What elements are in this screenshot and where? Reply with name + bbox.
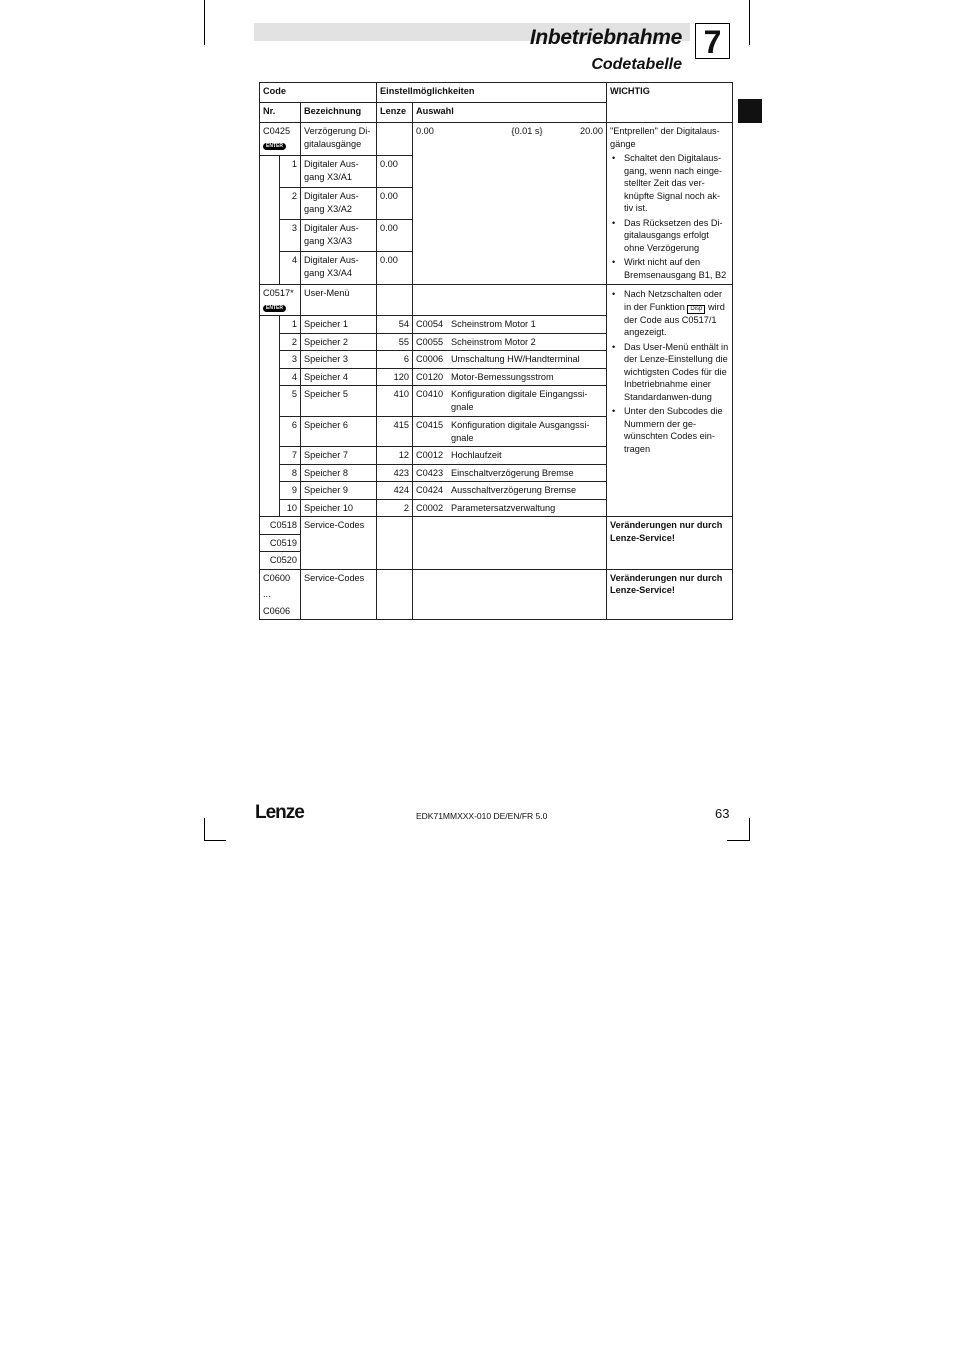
header-einstellmoeglichkeiten: Einstellmöglichkeiten (377, 83, 607, 103)
code-c0600: C0600 (263, 572, 291, 583)
c0517-bezeichnung: User-Menü (301, 285, 377, 316)
range-min: 0.00 (416, 126, 434, 136)
c0425-auswahl (413, 123, 607, 285)
sel-code: C0006 (416, 354, 444, 364)
c0425-note-intro: "Entprellen" der Digitalaus-gänge (610, 126, 720, 149)
header-wichtig: WICHTIG (607, 83, 733, 123)
crop-mark (749, 818, 750, 840)
sub-lenze: 0.00 (377, 188, 413, 220)
sub-bezeichnung: Speicher 2 (301, 333, 377, 351)
sel-code: C0012 (416, 450, 444, 460)
disp-key-icon: Disp (687, 305, 705, 314)
header-code: Code (260, 83, 377, 103)
sub-bezeichnung: Speicher 10 (301, 499, 377, 517)
sub-bezeichnung: Speicher 7 (301, 447, 377, 465)
c0600-auswahl (413, 569, 607, 620)
sub-lenze: 424 (377, 482, 413, 500)
sub-auswahl (413, 417, 607, 447)
sub-lenze: 120 (377, 368, 413, 386)
sel-code: C0410 (416, 389, 444, 399)
page-subtitle: Codetabelle (591, 56, 682, 73)
list-item: • Das Rücksetzen des Di-gitalausgangs erfolgt ohne Verzögerung (610, 217, 729, 255)
sub-nr: 8 (280, 464, 301, 482)
note-text: Nach Netzschalten oder in der Funktion (624, 289, 723, 312)
code-c0425-cell (260, 123, 301, 156)
crop-mark (204, 840, 226, 841)
sel-text: Konfiguration digitale Ausgangssi-gnale (451, 420, 590, 443)
crop-mark (727, 840, 750, 841)
code-c0517-cell (260, 285, 301, 316)
sel-text: Umschaltung HW/Handterminal (451, 354, 580, 364)
sel-text: Scheinstrom Motor 1 (451, 319, 536, 329)
code-c0517: C0517* (263, 288, 294, 298)
sub-auswahl (413, 351, 607, 369)
sub-nr: 2 (280, 188, 301, 220)
c0425-range (416, 125, 603, 138)
list-item: • Das User-Menü enthält in der Lenze-Einstellung die wichtigsten Codes für die Inbetriebnahme einer Standardanwen-dung (610, 341, 729, 404)
sub-nr: 1 (280, 316, 301, 334)
sub-lenze: 6 (377, 351, 413, 369)
page-number: 63 (715, 806, 730, 821)
c0600-wichtig: Veränderungen nur durch Lenze-Service! (607, 569, 733, 620)
sub-nr: 2 (280, 333, 301, 351)
sel-text: Parametersatzverwaltung (451, 502, 556, 513)
list-item: • Wirkt nicht auf den Bremsenausgang B1, B2 (610, 256, 729, 281)
sub-nr: 3 (280, 351, 301, 369)
note-text: wird der Code aus C0517/1 angezeigt. (624, 301, 725, 337)
sub-nr: 4 (280, 252, 301, 285)
sub-bezeichnung: Digitaler Aus-gang X3/A4 (301, 252, 377, 285)
code-c0518: C0518 (260, 517, 301, 535)
crop-mark (204, 818, 205, 840)
sel-text: Konfiguration digitale Eingangssi-gnale (451, 389, 588, 412)
sel-code: C0054 (416, 319, 444, 329)
sub-bezeichnung: Speicher 5 (301, 386, 377, 417)
code-c0520: C0520 (260, 552, 301, 570)
sel-text: Einschaltverzögerung Bremse (451, 467, 574, 478)
sub-lenze: 0.00 (377, 220, 413, 252)
list-item: • Schaltet den Digitalaus-gang, wenn nach einge-stellter Zeit das ver-knüpfte Signal noch ak-tiv ist. (610, 152, 729, 215)
header-lenze: Lenze (377, 103, 413, 123)
lenze-logo: Lenze (255, 802, 304, 823)
code-c0425: C0425 (263, 126, 291, 136)
sub-bezeichnung: Speicher 8 (301, 464, 377, 482)
code-c0519: C0519 (260, 534, 301, 552)
crop-mark (204, 0, 205, 45)
sub-bezeichnung: Digitaler Aus-gang X3/A3 (301, 220, 377, 252)
c0518-bezeichnung: Service-Codes (301, 517, 377, 570)
c0518-wichtig: Veränderungen nur durch Lenze-Service! (607, 517, 733, 570)
sub-lenze: 423 (377, 464, 413, 482)
page-title: Inbetriebnahme (529, 26, 682, 49)
sub-auswahl (413, 499, 607, 517)
c0425-bezeichnung: Verzögerung Di-gitalausgänge (301, 123, 377, 156)
c0425-lenze (377, 123, 413, 156)
sel-text: Ausschaltverzögerung Bremse (451, 485, 577, 495)
header-bezeichnung: Bezeichnung (301, 103, 377, 123)
sub-lenze: 410 (377, 386, 413, 417)
code-c0606: C0606 (263, 605, 291, 616)
sub-auswahl (413, 386, 607, 417)
c0425-wichtig (607, 123, 733, 285)
c0518-lenze (377, 517, 413, 570)
sub-auswahl (413, 368, 607, 386)
c0518-auswahl (413, 517, 607, 570)
sub-bezeichnung: Speicher 1 (301, 316, 377, 334)
list-item: • Unter den Subcodes die Nummern der ge-wünschten Codes ein-tragen (610, 405, 729, 455)
sub-nr: 7 (280, 447, 301, 465)
sub-bezeichnung: Speicher 9 (301, 482, 377, 500)
sub-nr: 5 (280, 386, 301, 417)
sub-lenze: 54 (377, 316, 413, 334)
code-c0600-range (260, 569, 301, 620)
indent-spacer (260, 156, 280, 285)
sel-code: C0055 (416, 336, 444, 347)
sub-bezeichnung: Digitaler Aus-gang X3/A1 (301, 156, 377, 188)
sub-nr: 10 (280, 499, 301, 517)
sub-nr: 1 (280, 156, 301, 188)
indent-spacer (260, 316, 280, 517)
document-id: EDK71MMXXX-010 DE/EN/FR 5.0 (416, 811, 548, 821)
sub-nr: 6 (280, 417, 301, 447)
sel-code: C0002 (416, 502, 444, 513)
sel-code: C0424 (416, 485, 444, 495)
sub-auswahl (413, 482, 607, 500)
enter-key-icon: ENTER (263, 143, 286, 150)
sub-lenze: 55 (377, 333, 413, 351)
crop-mark (749, 0, 750, 45)
sel-code: C0415 (416, 420, 444, 430)
sub-nr: 4 (280, 368, 301, 386)
sel-text: Scheinstrom Motor 2 (451, 336, 536, 347)
c0517-wichtig (607, 285, 733, 517)
header-auswahl: Auswahl (413, 103, 607, 123)
range-dots: ... (263, 589, 271, 599)
range-max: 20.00 (580, 126, 604, 136)
c0517-lenze (377, 285, 413, 316)
range-step: {0.01 s} (511, 126, 543, 136)
sub-bezeichnung: Digitaler Aus-gang X3/A2 (301, 188, 377, 220)
sub-bezeichnung: Speicher 6 (301, 417, 377, 447)
sub-lenze: 415 (377, 417, 413, 447)
chapter-number: 7 (695, 23, 730, 59)
sub-lenze: 0.00 (377, 252, 413, 285)
c0600-bezeichnung: Service-Codes (301, 569, 377, 620)
sel-code: C0120 (416, 371, 444, 382)
sub-bezeichnung: Speicher 4 (301, 368, 377, 386)
sub-nr: 9 (280, 482, 301, 500)
code-table (259, 82, 733, 620)
enter-key-icon: ENTER (263, 305, 286, 312)
sel-text: Hochlaufzeit (451, 450, 502, 460)
sel-text: Motor-Bemessungsstrom (451, 371, 554, 382)
c0517-notes (610, 288, 729, 455)
chapter-tab-marker (738, 99, 762, 123)
sub-auswahl (413, 447, 607, 465)
sub-auswahl (413, 333, 607, 351)
c0425-notes (610, 152, 729, 281)
sub-lenze: 12 (377, 447, 413, 465)
sub-lenze: 2 (377, 499, 413, 517)
sub-auswahl (413, 464, 607, 482)
sel-code: C0423 (416, 467, 444, 478)
sub-auswahl (413, 316, 607, 334)
sub-lenze: 0.00 (377, 156, 413, 188)
sub-bezeichnung: Speicher 3 (301, 351, 377, 369)
list-item (610, 288, 729, 339)
c0600-lenze (377, 569, 413, 620)
c0517-auswahl (413, 285, 607, 316)
header-nr: Nr. (260, 103, 301, 123)
sub-nr: 3 (280, 220, 301, 252)
